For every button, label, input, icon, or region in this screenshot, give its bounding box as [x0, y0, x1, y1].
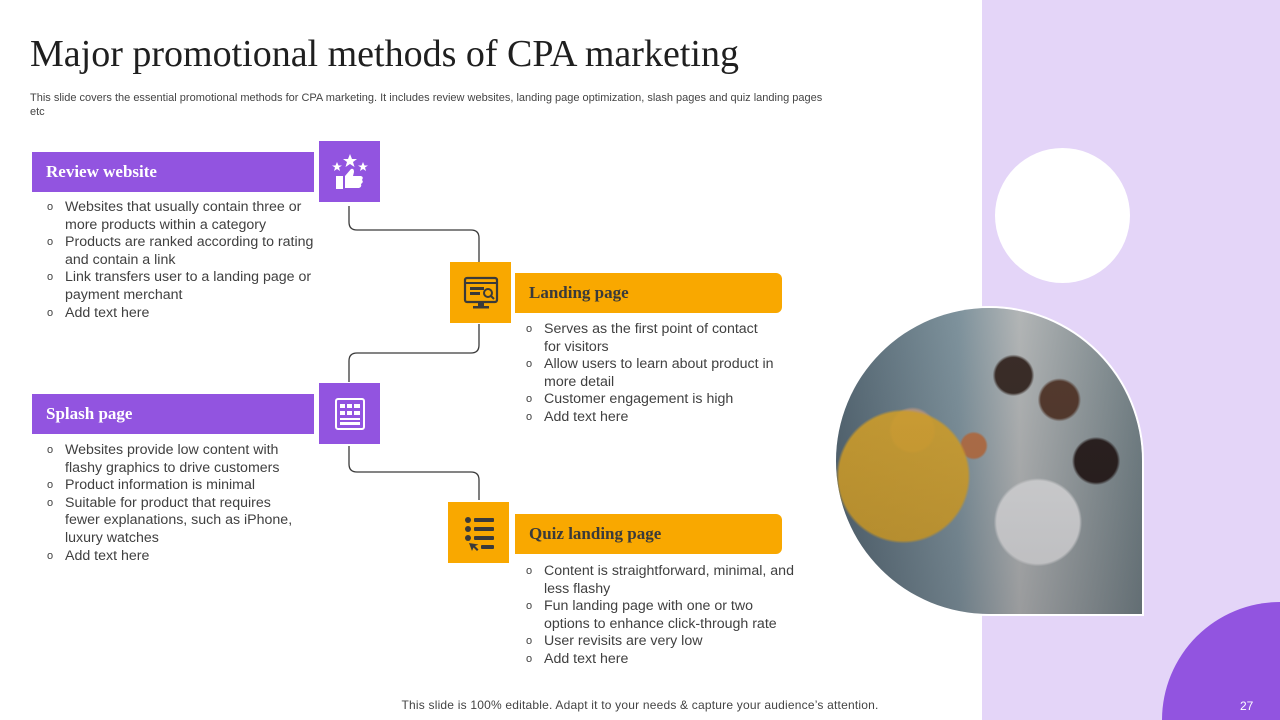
splash-page-icon-box	[319, 383, 380, 444]
landing-page-icon-box	[450, 262, 511, 323]
landing-page-label: Landing page	[529, 283, 629, 302]
list-item: o Fun landing page with one or two options to enhance click-through rate	[526, 598, 796, 633]
list-item: o Products are ranked according to rating and contain a link	[47, 234, 317, 269]
splash-page-label: Splash page	[46, 404, 133, 423]
quiz-landing-page-icon-box	[448, 502, 509, 563]
list-item: o Websites provide low content with flashy graphics to drive customers	[47, 442, 309, 477]
footer-note: This slide is 100% editable. Adapt it to your needs & capture your audience’s attention.	[401, 698, 879, 712]
thumbs-up-stars-icon	[328, 152, 372, 192]
page-subtitle: This slide covers the essential promotional methods for CPA marketing. It includes review websites, landing page optimization, slash pages and quiz landing pages etc	[30, 92, 823, 118]
quiz-landing-page-bullets	[526, 563, 796, 669]
list-item: o Suitable for product that requires fewer explanations, such as iPhone, luxury watches	[47, 495, 309, 548]
list-item: o Product information is minimal	[47, 477, 309, 495]
review-website-header	[32, 152, 314, 192]
quiz-landing-page-label: Quiz landing page	[529, 524, 662, 543]
landing-page-header	[515, 273, 782, 313]
list-item: o Content is straightforward, minimal, and less flashy	[526, 563, 796, 598]
splash-page-bullets	[47, 442, 309, 565]
review-website-icon-box	[319, 141, 380, 202]
list-item: o Allow users to learn about product in more detail	[526, 356, 776, 391]
web-layout-icon	[332, 396, 368, 432]
page-number: 27	[1240, 699, 1254, 713]
review-website-label: Review website	[46, 162, 157, 181]
list-item: o Serves as the first point of contact for visitors	[526, 321, 776, 356]
list-item: o Websites that usually contain three or more products within a category	[47, 199, 317, 234]
browser-window-icon	[462, 274, 500, 312]
splash-page-header	[32, 394, 314, 434]
page-title: Major promotional methods of CPA marketing	[30, 33, 739, 75]
landing-page-bullets	[526, 321, 776, 427]
list-item: o Add text here	[47, 305, 317, 323]
list-item: o Customer engagement is high	[526, 391, 776, 409]
list-item: o Add text here	[526, 651, 796, 669]
checklist-icon	[460, 513, 498, 553]
list-item: o Add text here	[47, 548, 309, 566]
list-item: o User revisits are very low	[526, 633, 796, 651]
review-website-bullets	[47, 199, 317, 322]
list-item: o Link transfers user to a landing page or payment merchant	[47, 269, 317, 304]
quiz-landing-page-header	[515, 514, 782, 554]
list-item: o Add text here	[526, 409, 776, 427]
